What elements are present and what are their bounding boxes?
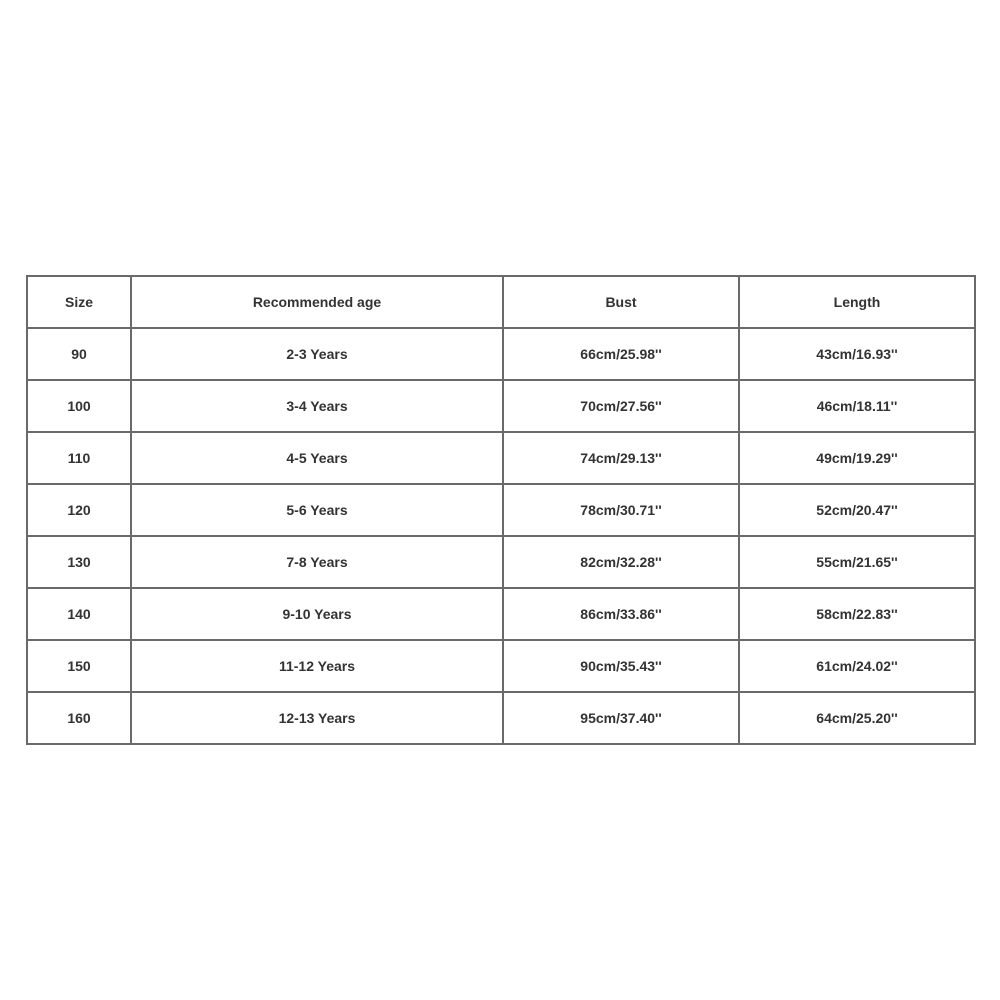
cell-length: 46cm/18.11'' bbox=[739, 380, 975, 432]
cell-length: 55cm/21.65'' bbox=[739, 536, 975, 588]
cell-bust: 70cm/27.56'' bbox=[503, 380, 739, 432]
cell-bust: 66cm/25.98'' bbox=[503, 328, 739, 380]
cell-size: 90 bbox=[27, 328, 131, 380]
cell-length: 49cm/19.29'' bbox=[739, 432, 975, 484]
cell-length: 61cm/24.02'' bbox=[739, 640, 975, 692]
cell-bust: 95cm/37.40'' bbox=[503, 692, 739, 744]
table-row bbox=[27, 484, 975, 536]
cell-size: 130 bbox=[27, 536, 131, 588]
table-row bbox=[27, 692, 975, 744]
table-header-row bbox=[27, 276, 975, 328]
table-row bbox=[27, 328, 975, 380]
cell-recommended-age: 11-12 Years bbox=[131, 640, 503, 692]
cell-bust: 82cm/32.28'' bbox=[503, 536, 739, 588]
cell-recommended-age: 12-13 Years bbox=[131, 692, 503, 744]
cell-size: 110 bbox=[27, 432, 131, 484]
cell-size: 100 bbox=[27, 380, 131, 432]
cell-size: 120 bbox=[27, 484, 131, 536]
header-recommended-age: Recommended age bbox=[131, 276, 503, 328]
size-chart-table bbox=[26, 275, 976, 745]
cell-recommended-age: 7-8 Years bbox=[131, 536, 503, 588]
cell-size: 150 bbox=[27, 640, 131, 692]
cell-length: 52cm/20.47'' bbox=[739, 484, 975, 536]
table-row bbox=[27, 588, 975, 640]
cell-recommended-age: 9-10 Years bbox=[131, 588, 503, 640]
header-length: Length bbox=[739, 276, 975, 328]
header-bust: Bust bbox=[503, 276, 739, 328]
cell-bust: 78cm/30.71'' bbox=[503, 484, 739, 536]
cell-length: 43cm/16.93'' bbox=[739, 328, 975, 380]
cell-length: 58cm/22.83'' bbox=[739, 588, 975, 640]
cell-size: 160 bbox=[27, 692, 131, 744]
cell-bust: 74cm/29.13'' bbox=[503, 432, 739, 484]
cell-recommended-age: 4-5 Years bbox=[131, 432, 503, 484]
cell-size: 140 bbox=[27, 588, 131, 640]
table-row bbox=[27, 432, 975, 484]
cell-bust: 90cm/35.43'' bbox=[503, 640, 739, 692]
table-row bbox=[27, 640, 975, 692]
cell-recommended-age: 5-6 Years bbox=[131, 484, 503, 536]
table-row bbox=[27, 536, 975, 588]
cell-recommended-age: 3-4 Years bbox=[131, 380, 503, 432]
cell-length: 64cm/25.20'' bbox=[739, 692, 975, 744]
cell-recommended-age: 2-3 Years bbox=[131, 328, 503, 380]
cell-bust: 86cm/33.86'' bbox=[503, 588, 739, 640]
header-size: Size bbox=[27, 276, 131, 328]
table-row bbox=[27, 380, 975, 432]
